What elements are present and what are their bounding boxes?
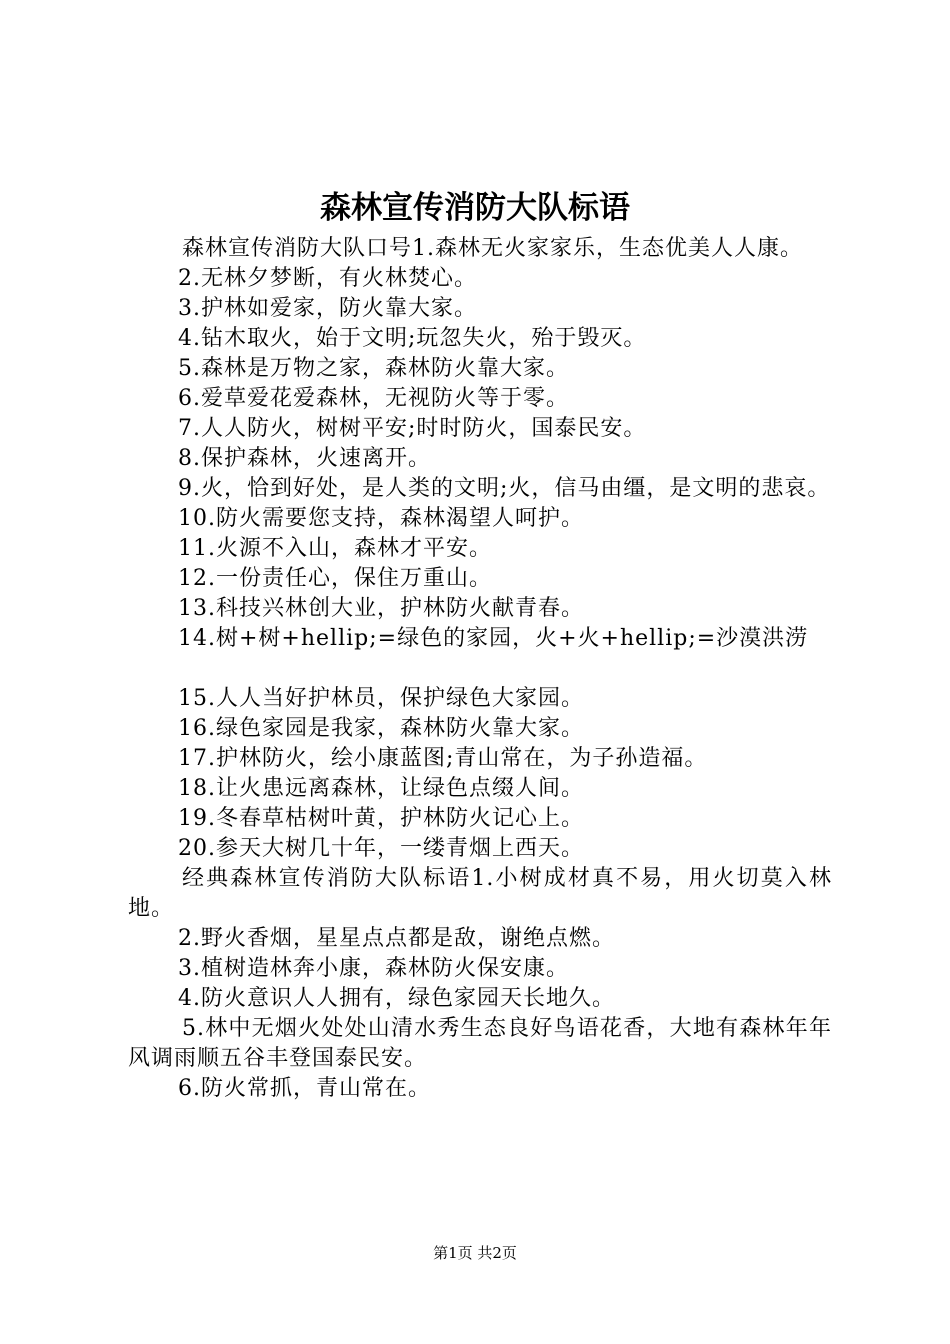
slogan-item: 6.爱草爱花爱森林，无视防火等于零。 <box>178 386 569 411</box>
slogan-item: 3.护林如爱家，防火靠大家。 <box>178 296 477 321</box>
slogan-item: 3.植树造林奔小康，森林防火保安康。 <box>178 956 569 981</box>
slogan-item: 13.科技兴林创大业，护林防火献青春。 <box>178 596 584 621</box>
paragraph: 森林宣传消防大队口号1.森林无火家家乐，生态优美人人康。 <box>182 236 803 261</box>
document-title: 森林宣传消防大队标语 <box>320 190 630 226</box>
slogan-item: 2.野火香烟，星星点点都是敌，谢绝点燃。 <box>178 926 615 951</box>
slogan-item: 2.无林夕梦断，有火林焚心。 <box>178 266 477 291</box>
slogan-item: 10.防火需要您支持，森林渴望人呵护。 <box>178 506 584 531</box>
slogan-item: 16.绿色家园是我家，森林防火靠大家。 <box>178 716 584 741</box>
blank-line <box>128 654 832 684</box>
slogan-item: 4.钻木取火，始于文明;玩忽失火，殆于毁灭。 <box>178 326 647 351</box>
slogan-item: 18.让火患远离森林，让绿色点缀人间。 <box>178 776 584 801</box>
slogan-item: 4.防火意识人人拥有，绿色家园天长地久。 <box>178 986 615 1011</box>
slogan-item: 7.人人防火，树树平安;时时防火，国泰民安。 <box>178 416 647 441</box>
slogan-item: 19.冬春草枯树叶黄，护林防火记心上。 <box>178 806 584 831</box>
slogan-item: 14.树+树+hellip;=绿色的家园，火+火+hellip;=沙漠洪涝 <box>178 626 809 651</box>
page-footer: 第1页 共2页 <box>433 1244 517 1262</box>
paragraph: 经典森林宣传消防大队标语1.小树成材真不易，用火切莫入林地。 <box>128 866 832 921</box>
slogan-item: 11.火源不入山，森林才平安。 <box>178 536 492 561</box>
document-body <box>128 234 832 1104</box>
slogan-item: 9.火，恰到好处，是人类的文明;火，信马由缰，是文明的悲哀。 <box>178 476 831 501</box>
slogan-item: 17.护林防火，绘小康蓝图;青山常在，为子孙造福。 <box>178 746 708 771</box>
slogan-item: 12.一份责任心，保住万重山。 <box>178 566 492 591</box>
slogan-item: 5.森林是万物之家，森林防火靠大家。 <box>178 356 569 381</box>
slogan-item: 6.防火常抓，青山常在。 <box>178 1076 431 1101</box>
slogan-item: 8.保护森林，火速离开。 <box>178 446 431 471</box>
slogan-item: 15.人人当好护林员，保护绿色大家园。 <box>178 686 584 711</box>
slogan-item: 5.林中无烟火处处山清水秀生态良好鸟语花香，大地有森林年年风调雨顺五谷丰登国泰民安。 <box>128 1016 832 1071</box>
slogan-item: 20.参天大树几十年，一缕青烟上西天。 <box>178 836 584 861</box>
